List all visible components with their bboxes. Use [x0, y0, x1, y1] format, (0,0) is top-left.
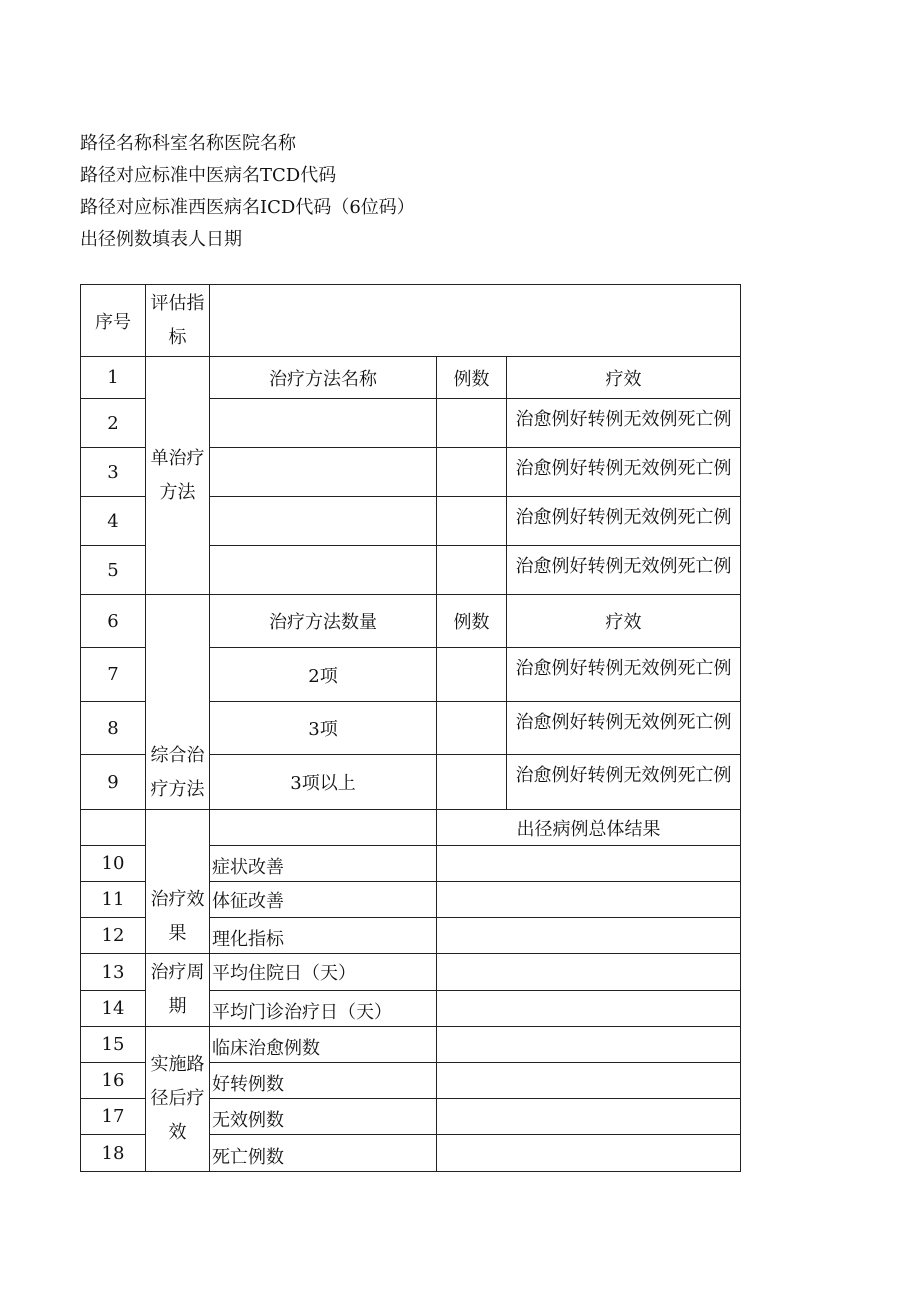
- case-count-field[interactable]: [437, 755, 507, 810]
- overall-result-header-row: [81, 810, 741, 846]
- seq-cell: 14: [81, 991, 146, 1027]
- header-tcm-code-line: 路径对应标准中医病名TCD代码: [80, 165, 337, 186]
- seq-cell: 8: [81, 702, 146, 755]
- seq-cell: 15: [81, 1027, 146, 1063]
- result-item-label: 好转例数: [210, 1063, 437, 1099]
- seq-cell: 2: [81, 399, 146, 448]
- seq-cell: 3: [81, 448, 146, 497]
- case-count-field[interactable]: [437, 448, 507, 497]
- method-name-field[interactable]: [210, 399, 437, 448]
- col-indicator-header: 评估指标: [146, 285, 210, 357]
- case-count-header: 例数: [437, 595, 507, 648]
- effect-header: 疗效: [507, 595, 741, 648]
- table-row: [81, 954, 741, 991]
- seq-cell: 1: [81, 357, 146, 399]
- seq-cell: 6: [81, 595, 146, 648]
- result-value-field[interactable]: [437, 1135, 741, 1172]
- result-item-label: 理化指标: [210, 918, 437, 954]
- item-header-blank: [210, 810, 437, 846]
- method-name-field[interactable]: [210, 546, 437, 595]
- evaluation-table: [80, 284, 741, 1172]
- result-item-label: 平均门诊治疗日（天）: [210, 991, 437, 1027]
- result-item-label: 死亡例数: [210, 1135, 437, 1172]
- seq-cell: 5: [81, 546, 146, 595]
- seq-cell: 18: [81, 1135, 146, 1172]
- result-item-label: 无效例数: [210, 1099, 437, 1135]
- effect-field[interactable]: 治愈例好转例无效例死亡例: [507, 702, 741, 755]
- method-count-value: 2项: [210, 648, 437, 702]
- seq-cell: 17: [81, 1099, 146, 1135]
- effect-field[interactable]: 治愈例好转例无效例死亡例: [507, 497, 741, 546]
- treatment-cycle-label: 治疗周期: [146, 954, 210, 1027]
- result-item-label: 临床治愈例数: [210, 1027, 437, 1063]
- seq-cell: 13: [81, 954, 146, 991]
- effect-field[interactable]: 治愈例好转例无效例死亡例: [507, 755, 741, 810]
- result-value-field[interactable]: [437, 991, 741, 1027]
- seq-cell: 16: [81, 1063, 146, 1099]
- method-count-value: 3项以上: [210, 755, 437, 810]
- table-row: [81, 357, 741, 399]
- result-value-field[interactable]: [437, 918, 741, 954]
- case-count-field[interactable]: [437, 702, 507, 755]
- result-value-field[interactable]: [437, 954, 741, 991]
- overall-result-title: 出径病例总体结果: [437, 810, 741, 846]
- result-value-field[interactable]: [437, 882, 741, 918]
- result-value-field[interactable]: [437, 1063, 741, 1099]
- case-count-field[interactable]: [437, 497, 507, 546]
- seq-cell-blank: [81, 810, 146, 846]
- result-value-field[interactable]: [437, 846, 741, 882]
- case-count-field[interactable]: [437, 546, 507, 595]
- post-path-effect-label: 实施路径后疗效: [146, 1027, 210, 1172]
- single-method-label: 单治疗方法: [146, 357, 210, 595]
- table-header-row: [81, 285, 741, 357]
- seq-cell: 10: [81, 846, 146, 882]
- case-count-header: 例数: [437, 357, 507, 399]
- effect-field[interactable]: 治愈例好转例无效例死亡例: [507, 546, 741, 595]
- seq-cell: 7: [81, 648, 146, 702]
- seq-cell: 9: [81, 755, 146, 810]
- header-path-name-line: 路径名称科室名称医院名称: [80, 133, 296, 154]
- seq-cell: 4: [81, 497, 146, 546]
- method-name-header: 治疗方法名称: [210, 357, 437, 399]
- method-name-field[interactable]: [210, 497, 437, 546]
- combined-method-label: 综合治疗方法: [146, 595, 210, 810]
- result-value-field[interactable]: [437, 1027, 741, 1063]
- effect-field[interactable]: 治愈例好转例无效例死亡例: [507, 448, 741, 497]
- method-count-header: 治疗方法数量: [210, 595, 437, 648]
- form-header: [80, 128, 415, 256]
- method-count-value: 3项: [210, 702, 437, 755]
- effect-field[interactable]: 治愈例好转例无效例死亡例: [507, 399, 741, 448]
- result-item-label: 症状改善: [210, 846, 437, 882]
- seq-cell: 11: [81, 882, 146, 918]
- header-blank-cell[interactable]: [210, 285, 741, 357]
- case-count-field[interactable]: [437, 399, 507, 448]
- table-row: [81, 595, 741, 648]
- effect-header: 疗效: [507, 357, 741, 399]
- table-row: [81, 1027, 741, 1063]
- result-value-field[interactable]: [437, 1099, 741, 1135]
- header-icd-code-line: 路径对应标准西医病名ICD代码（6位码）: [80, 197, 415, 218]
- effect-field[interactable]: 治愈例好转例无效例死亡例: [507, 648, 741, 702]
- header-count-line: 出径例数填表人日期: [80, 229, 242, 250]
- method-name-field[interactable]: [210, 448, 437, 497]
- treatment-effect-label: 治疗效果: [146, 810, 210, 954]
- result-item-label: 平均住院日（天）: [210, 954, 437, 991]
- seq-cell: 12: [81, 918, 146, 954]
- case-count-field[interactable]: [437, 648, 507, 702]
- result-item-label: 体征改善: [210, 882, 437, 918]
- col-seq-header: 序号: [81, 285, 146, 357]
